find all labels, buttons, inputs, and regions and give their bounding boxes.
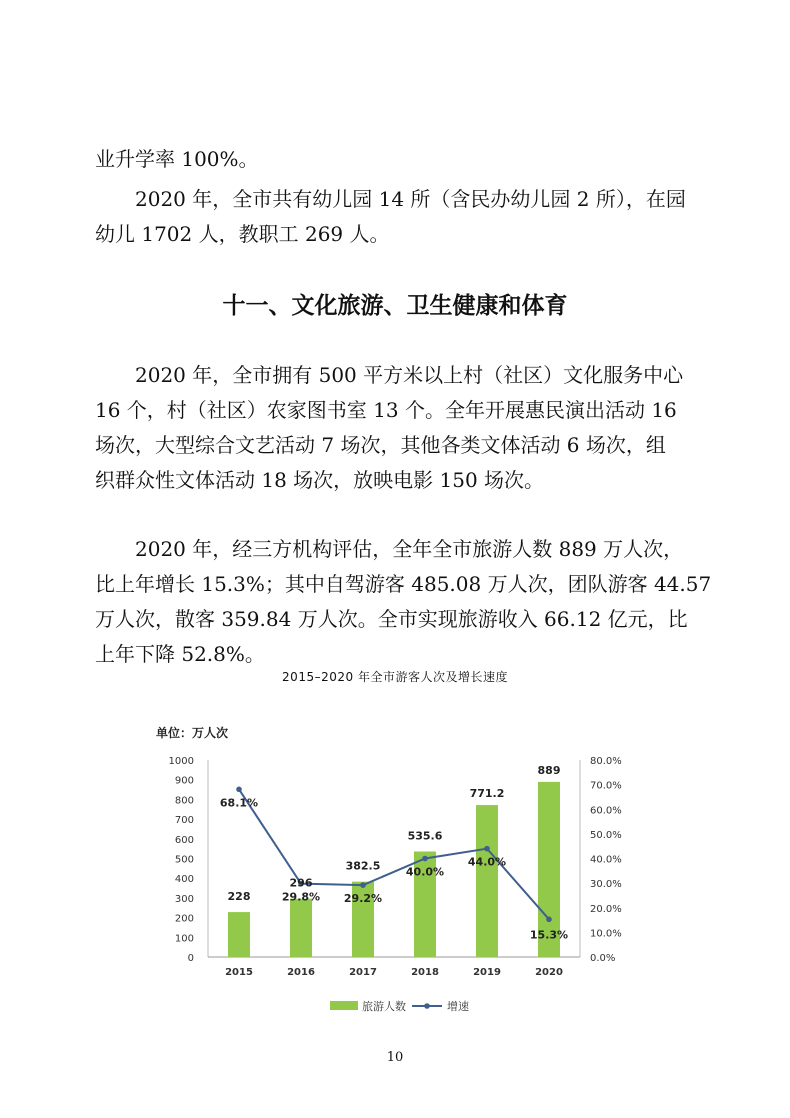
bar (290, 899, 312, 957)
y-right-tick-label: 70.0% (590, 780, 622, 792)
paragraph-line: 比上年增长 15.3%；其中自驾游客 485.08 万人次，团队游客 44.57 (95, 572, 712, 596)
x-tick-label: 2017 (349, 967, 377, 978)
paragraph-line: 16 个，村（社区）农家图书室 13 个。全年开展惠民演出活动 16 (95, 398, 677, 422)
bar-value-label: 771.2 (469, 787, 505, 801)
y-left-tick-label: 300 (174, 893, 194, 905)
growth-value-label: 40.0% (405, 865, 445, 879)
growth-point (484, 846, 490, 852)
y-left-tick-label: 800 (174, 795, 194, 807)
paragraph-line: 2020 年，全市拥有 500 平方米以上村（社区）文化服务中心 (95, 363, 684, 387)
paragraph-line: 织群众性文体活动 18 场次，放映电影 150 场次。 (95, 468, 545, 492)
growth-value-label: 29.8% (281, 890, 321, 904)
bar-value-label: 296 (289, 876, 313, 890)
growth-value-label: 68.1% (219, 796, 259, 810)
paragraph-line: 上年下降 52.8%。 (95, 642, 265, 666)
unit-label: 单位：万人次 (156, 726, 229, 740)
body-paragraph (95, 182, 695, 252)
x-tick-label: 2015 (225, 967, 253, 978)
y-left-tick-label: 700 (174, 815, 194, 827)
growth-value-label: 44.0% (467, 855, 507, 869)
y-right-tick-label: 40.0% (590, 854, 622, 866)
section-heading: 十一、文化旅游、卫生健康和体育 (222, 293, 568, 319)
y-right-tick-label: 0.0% (590, 953, 616, 964)
growth-point (360, 882, 366, 888)
x-tick-label: 2016 (287, 967, 315, 978)
paragraph-line: 幼儿 1702 人，教职工 269 人。 (95, 222, 390, 246)
bar (228, 912, 250, 957)
y-left-tick-label: 900 (174, 775, 194, 787)
growth-point (422, 856, 428, 862)
y-right-tick-label: 10.0% (590, 928, 622, 940)
y-left-tick-label: 100 (174, 933, 194, 945)
body-paragraph (95, 358, 695, 498)
paragraph-line: 2020 年，经三方机构评估，全年全市旅游人数 889 万人次， (95, 537, 684, 561)
paragraph-line: 业升学率 100%。 (95, 147, 259, 171)
bar (476, 805, 498, 957)
bar-value-label: 535.6 (407, 829, 443, 843)
growth-point (236, 787, 242, 793)
bar-value-label: 382.5 (345, 859, 381, 873)
y-right-tick-label: 80.0% (590, 756, 622, 767)
legend-label-line: 增速 (447, 1000, 469, 1013)
tourism-chart (150, 715, 640, 1025)
body-paragraph (95, 532, 712, 672)
legend-swatch-bars (330, 1001, 358, 1010)
growth-value-label: 15.3% (529, 928, 569, 942)
x-tick-label: 2018 (411, 967, 439, 978)
page-number: 10 (386, 1050, 404, 1065)
y-right-tick-label: 50.0% (590, 829, 622, 841)
x-tick-label: 2019 (473, 967, 501, 978)
paragraph-line: 场次，大型综合文艺活动 7 场次，其他各类文体活动 6 场次，组 (95, 433, 666, 457)
y-left-tick-label: 400 (174, 874, 194, 886)
y-right-tick-label: 60.0% (590, 805, 622, 817)
legend-label-bars: 旅游人数 (362, 1000, 406, 1013)
y-left-tick-label: 0 (187, 953, 194, 964)
bar-value-label: 228 (227, 890, 251, 904)
legend-swatch-marker (424, 1003, 430, 1009)
paragraph-line: 万人次，散客 359.84 万人次。全市实现旅游收入 66.12 亿元，比 (95, 607, 688, 631)
y-left-tick-label: 200 (174, 913, 194, 925)
y-left-tick-label: 600 (174, 834, 194, 846)
x-tick-label: 2020 (535, 967, 563, 978)
paragraph-line: 2020 年，全市共有幼儿园 14 所（含民办幼儿园 2 所），在园 (95, 187, 686, 211)
y-right-tick-label: 30.0% (590, 879, 622, 891)
body-paragraph (95, 142, 695, 177)
growth-value-label: 29.2% (343, 892, 383, 906)
bar-value-label: 889 (537, 763, 561, 777)
y-left-tick-label: 500 (174, 854, 194, 866)
chart-title: 2015–2020 年全市游客人次及增长速度 (282, 670, 508, 684)
growth-point (546, 917, 552, 923)
y-right-tick-label: 20.0% (590, 903, 622, 915)
y-left-tick-label: 1000 (168, 756, 194, 767)
